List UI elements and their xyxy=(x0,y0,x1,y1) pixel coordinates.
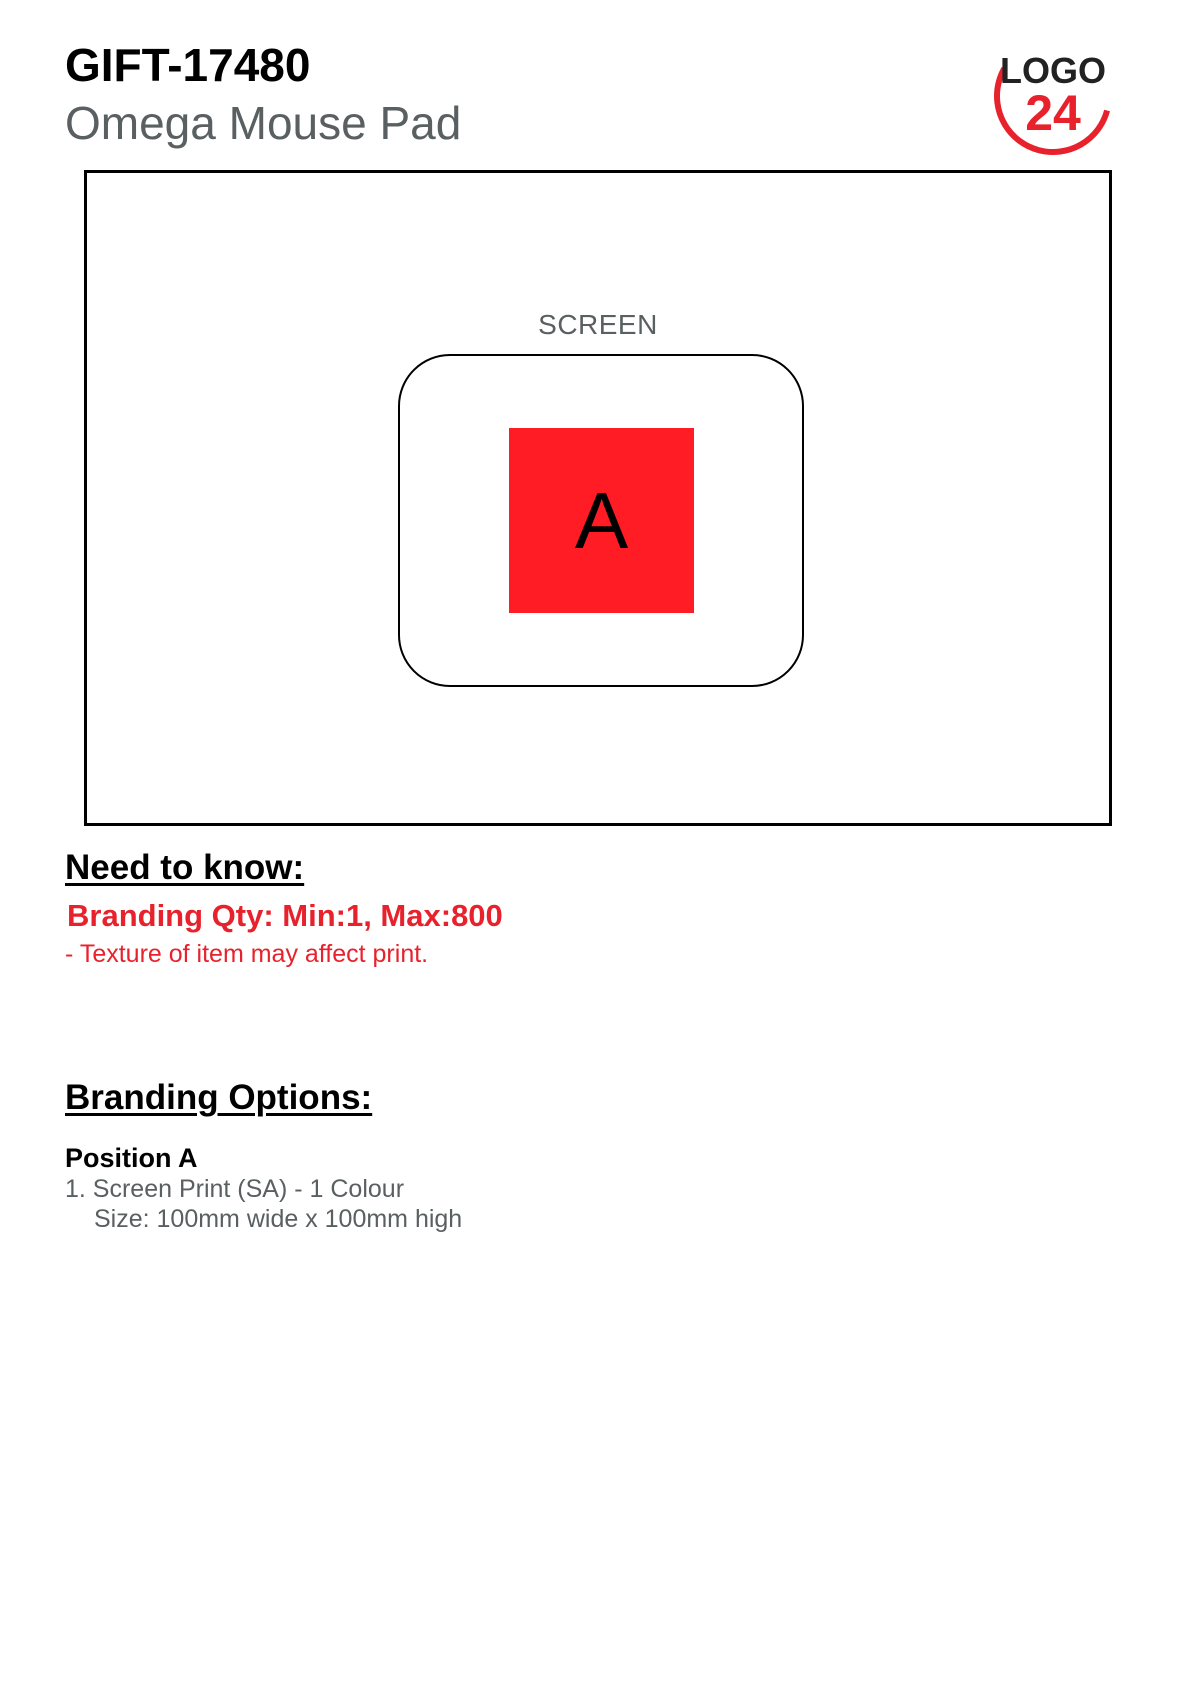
product-code: GIFT-17480 xyxy=(65,39,311,91)
position-a-option: 1. Screen Print (SA) - 1 Colour xyxy=(65,1175,405,1203)
need-to-know-heading: Need to know: xyxy=(65,848,305,887)
texture-note: - Texture of item may affect print. xyxy=(65,940,429,968)
print-method-label: SCREEN xyxy=(538,309,658,340)
product-name: Omega Mouse Pad xyxy=(65,97,462,149)
logo24-logo xyxy=(988,30,1118,160)
position-letter: A xyxy=(574,475,629,565)
position-a-title: Position A xyxy=(65,1143,198,1173)
product-drawing-frame xyxy=(84,170,1112,826)
branding-qty: Branding Qty: Min:1, Max:800 xyxy=(67,898,503,933)
logo-text-top: LOGO xyxy=(1000,50,1106,91)
position-a-size: Size: 100mm wide x 100mm high xyxy=(94,1205,463,1233)
logo-text-bottom: 24 xyxy=(1025,85,1081,141)
branding-options-heading: Branding Options: xyxy=(65,1078,373,1117)
print-area-position-a xyxy=(509,428,694,613)
